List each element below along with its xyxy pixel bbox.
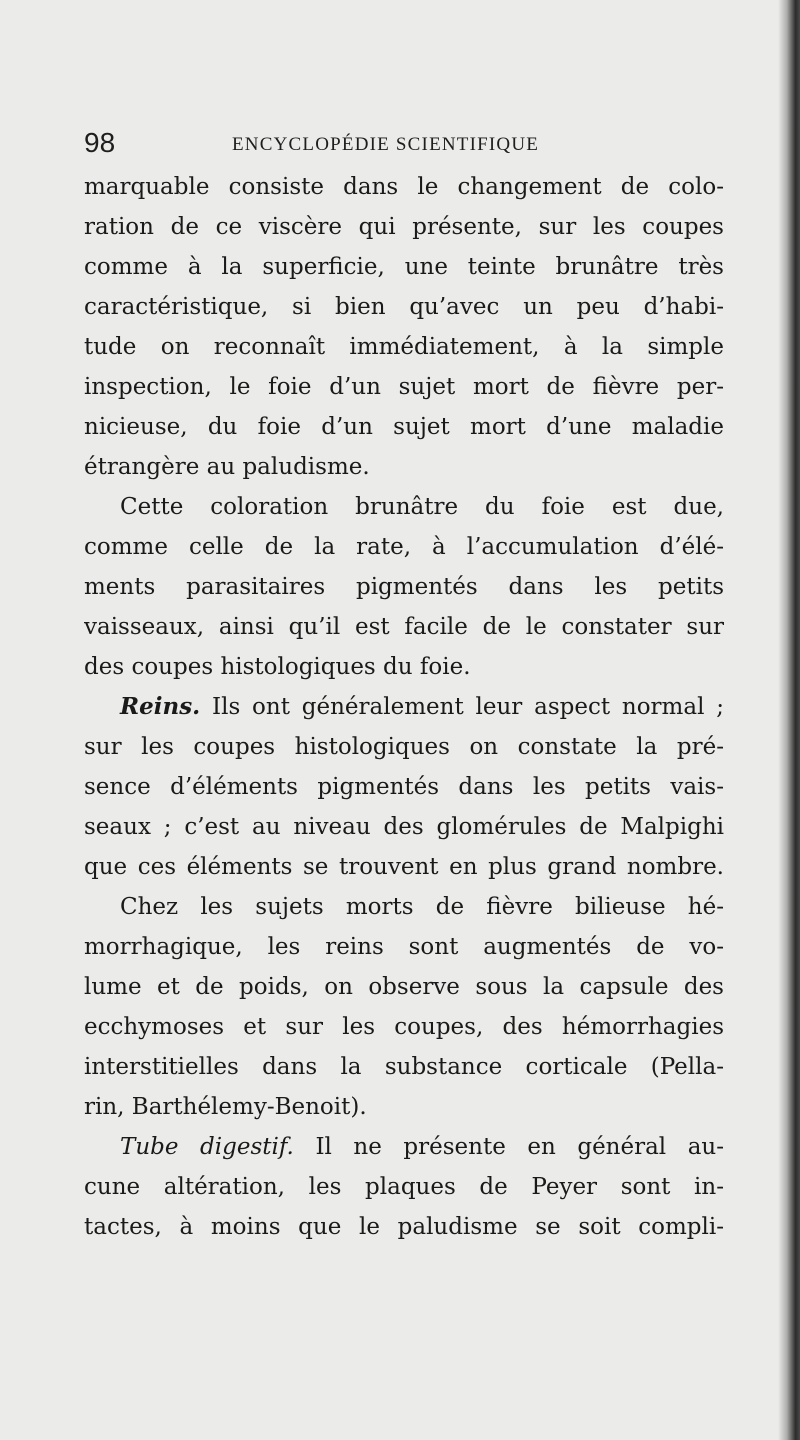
section-lead-reins: Reins. xyxy=(120,693,201,720)
text-line: rin, Barthélemy-Benoit). xyxy=(84,1094,367,1120)
text-line-rest: Il ne présente en général au- xyxy=(315,1134,724,1160)
text-line-rest: Ils ont généralement leur aspect normal ; xyxy=(212,694,724,720)
text-line: des coupes histologiques du foie. xyxy=(84,654,471,680)
text-line: comme celle de la rate, à l’accumulation d’élé- xyxy=(84,534,724,560)
text-line: cune altération, les plaques de Peyer sont in- xyxy=(84,1174,724,1200)
text-line: tude on reconnaît immédiatement, à la simple xyxy=(84,334,724,360)
text-line: sence d’éléments pigmentés dans les petits vais- xyxy=(84,774,724,800)
text-line: lume et de poids, on observe sous la capsule des xyxy=(84,974,724,1000)
text-line-tube xyxy=(84,1127,724,1167)
text-line: que ces éléments se trouvent en plus grand nombre. xyxy=(84,854,724,880)
text-line: Chez les sujets morts de fièvre bilieuse hé- xyxy=(120,894,724,920)
text-line: vaisseaux, ainsi qu’il est facile de le constater sur xyxy=(84,614,724,640)
text-line: nicieuse, du foie d’un sujet mort d’une maladie xyxy=(84,414,724,440)
page-number: 98 xyxy=(84,127,116,158)
text-line: caractéristique, si bien qu’avec un peu d’habi- xyxy=(84,294,724,320)
text-line: seaux ; c’est au niveau des glomérules de Malpighi xyxy=(84,814,724,840)
section-lead-tube: Tube digestif. xyxy=(120,1134,294,1160)
running-title: ENCYCLOPÉDIE SCIENTIFIQUE xyxy=(232,134,540,155)
text-line-reins xyxy=(84,687,724,727)
text-line: inspection, le foie d’un sujet mort de fièvre per- xyxy=(84,374,724,400)
page-header xyxy=(84,128,724,158)
text-line: comme à la superficie, une teinte brunâtre très xyxy=(84,254,724,280)
text-line: ration de ce viscère qui présente, sur les coupes xyxy=(84,214,724,240)
text-line: ments parasitaires pigmentés dans les petits xyxy=(84,574,724,600)
text-line: étrangère au paludisme. xyxy=(84,454,370,480)
page-edge-shadow xyxy=(778,0,800,1440)
text-line: ecchymoses et sur les coupes, des hémorrhagies xyxy=(84,1014,724,1040)
text-line: Cette coloration brunâtre du foie est due, xyxy=(120,494,724,520)
text-line: tactes, à moins que le paludisme se soit compli- xyxy=(84,1214,724,1240)
text-line: interstitielles dans la substance corticale (Pella- xyxy=(84,1054,724,1080)
text-line: marquable consiste dans le changement de colo- xyxy=(84,174,724,200)
body-text xyxy=(84,167,724,1247)
text-line: morrhagique, les reins sont augmentés de vo- xyxy=(84,934,724,960)
text-line: sur les coupes histologiques on constate la pré- xyxy=(84,734,724,760)
